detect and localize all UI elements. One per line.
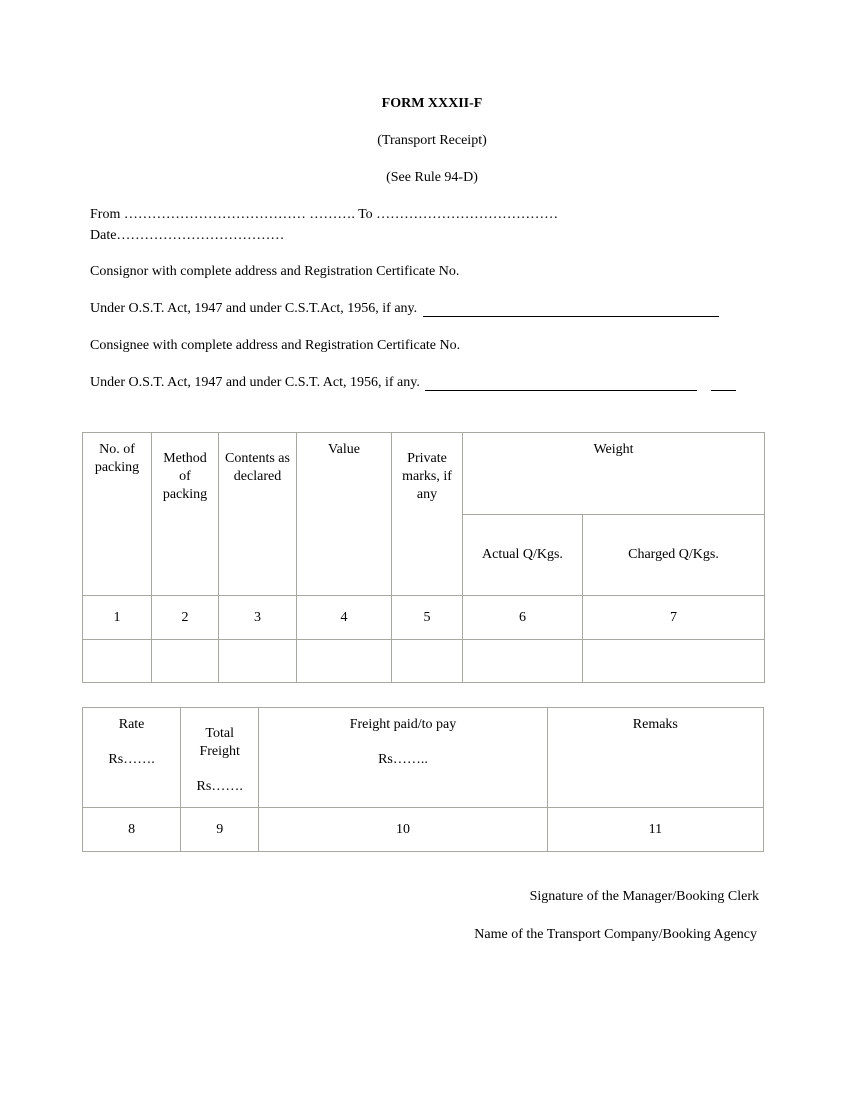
col-number: 7	[583, 596, 765, 640]
goods-table	[82, 432, 765, 683]
freight-table	[82, 707, 764, 852]
freight-paid-label: Freight paid/to pay	[349, 717, 457, 732]
col-number: 1	[83, 596, 152, 640]
consignee-act-line	[90, 375, 736, 391]
consignor-act-line	[90, 301, 719, 317]
blank-cell[interactable]	[83, 640, 152, 683]
total-freight-rs: Rs…….	[196, 779, 243, 794]
from-to-line: From ………………………………… ………. To …………………………………	[90, 207, 559, 222]
total-freight-cell	[181, 708, 259, 808]
consignee-act-text: Under O.S.T. Act, 1947 and under C.S.T. Act, 1956, if any.	[90, 375, 420, 390]
col-number: 6	[463, 596, 583, 640]
rate-label: Rate	[118, 717, 145, 732]
blank-cell[interactable]	[152, 640, 219, 683]
blank-cell[interactable]	[219, 640, 297, 683]
form-title: FORM XXXII-F	[381, 96, 483, 111]
rate-rs: Rs…….	[108, 752, 155, 767]
consignor-act-text: Under O.S.T. Act, 1947 and under C.S.T.Act, 1956, if any.	[90, 301, 418, 316]
col-number: 5	[392, 596, 463, 640]
blank-cell[interactable]	[392, 640, 463, 683]
col-number: 10	[259, 808, 547, 852]
header-contents: Contents as declared	[219, 433, 297, 596]
header-weight: Weight	[463, 433, 765, 515]
col-number: 9	[181, 808, 259, 852]
rate-cell	[83, 708, 181, 808]
freight-paid-rs: Rs……..	[378, 752, 428, 767]
blank-cell[interactable]	[297, 640, 392, 683]
header-private-marks: Private marks, if any	[392, 433, 463, 596]
signature-manager: Signature of the Manager/Booking Clerk	[529, 889, 759, 904]
header-charged: Charged Q/Kgs.	[583, 515, 765, 596]
col-number: 4	[297, 596, 392, 640]
transport-company-name: Name of the Transport Company/Booking Agency	[474, 927, 757, 942]
form-subtitle: (Transport Receipt)	[377, 133, 487, 148]
date-line: Date………………………………	[90, 228, 285, 243]
col-number: 11	[547, 808, 763, 852]
consignee-blank	[425, 375, 697, 391]
col-number: 3	[219, 596, 297, 640]
consignee-label: Consignee with complete address and Registration Certificate No.	[90, 338, 461, 353]
consignee-blank-short	[711, 375, 736, 391]
form-rule: (See Rule 94-D)	[386, 170, 478, 185]
consignor-blank	[423, 301, 719, 317]
col-number: 2	[152, 596, 219, 640]
blank-cell[interactable]	[463, 640, 583, 683]
header-actual: Actual Q/Kgs.	[463, 515, 583, 596]
header-method-of-packing: Method of packing	[152, 433, 219, 596]
header-value: Value	[297, 433, 392, 596]
freight-paid-cell	[259, 708, 547, 808]
col-number: 8	[83, 808, 181, 852]
consignor-label: Consignor with complete address and Registration Certificate No.	[90, 264, 460, 279]
total-freight-label: Total Freight	[199, 726, 240, 759]
remarks-label: Remaks	[547, 708, 763, 808]
header-no-of-packing: No. of packing	[83, 433, 152, 596]
blank-cell[interactable]	[583, 640, 765, 683]
